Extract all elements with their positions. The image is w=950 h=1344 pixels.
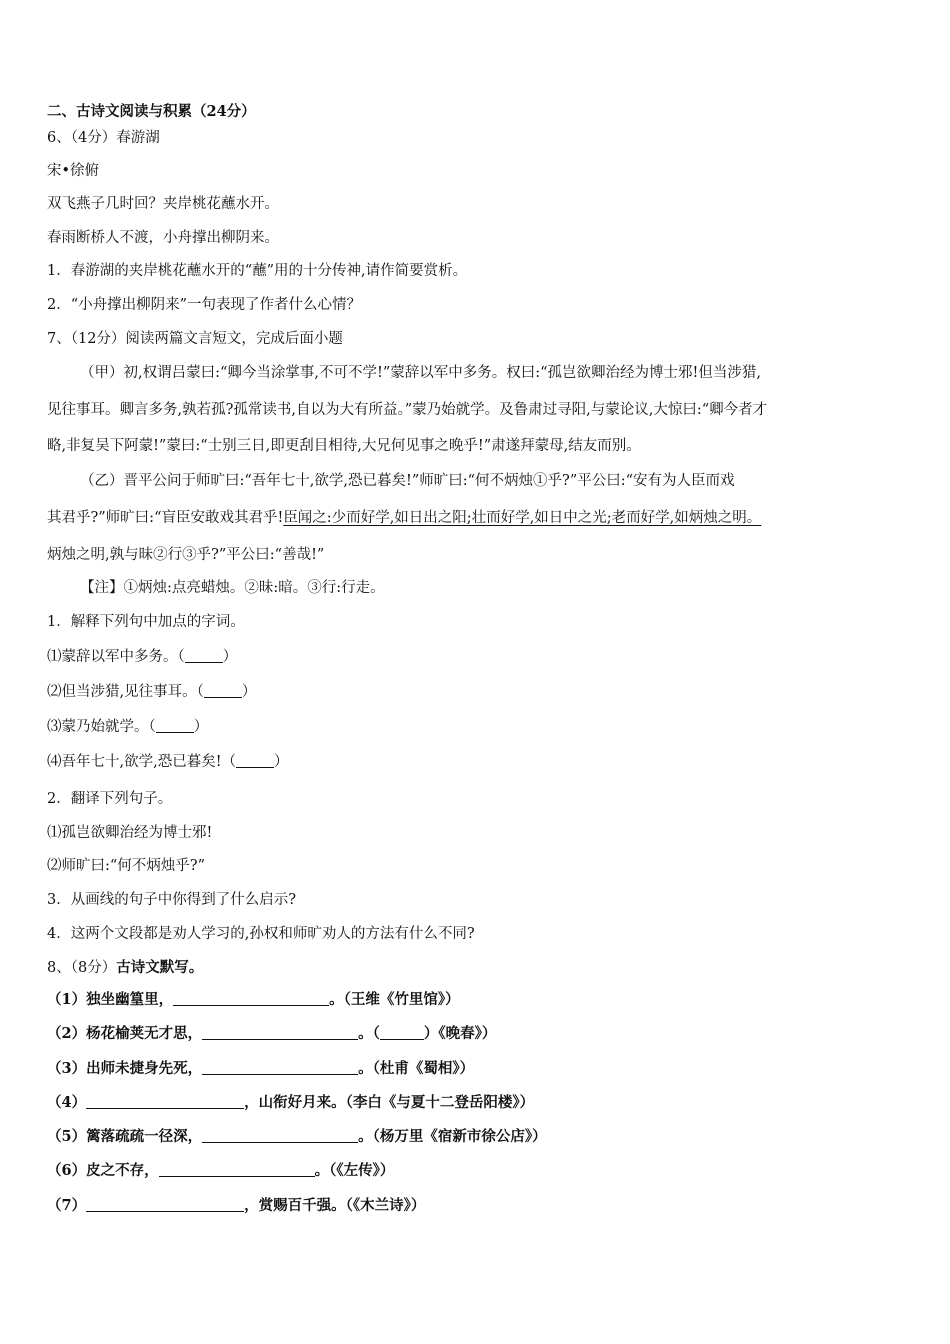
item-post: 。（《左传》）: [314, 1162, 395, 1179]
q8-item: [47, 1093, 534, 1113]
q8-header: [47, 958, 203, 978]
section-title: 二、古诗文阅读与积累（24分）: [47, 103, 256, 120]
item-post: ）《晚春》）: [423, 1025, 497, 1042]
q7-note: 【注】①炳烛:点亮蜡烛。②昧:暗。③行:行走。: [80, 580, 385, 596]
yi-text: 其君乎?”师旷曰:“盲臣安敢戏其君乎!: [47, 510, 284, 526]
item-pre: （3）出师未捷身先死，: [47, 1060, 203, 1077]
answer-blank[interactable]: [173, 991, 329, 1006]
underlined-sentence: 臣闻之:少而好学,如日出之阳;壮而好学,如日中之光;老而好学,如炳烛之明。: [283, 510, 762, 526]
q7-passage-yi-line: （乙）晋平公问于师旷曰:“吾年七十,欲学,恐已暮矣!”师旷曰:“何不炳烛①乎?”平公曰:“安有为人臣而戏: [80, 473, 735, 489]
item-post: 。（王维《竹里馆》）: [329, 991, 460, 1008]
q7-sub2-item: ⑵师旷曰:“何不炳烛乎?”: [47, 858, 205, 874]
q7-passage-jia-line: 见往事耳。卿言多务,孰若孤?孤常读书,自以为大有所益。”蒙乃始就学。及鲁肃过寻阳,与蒙论议,大惊曰:“卿今者才: [47, 402, 768, 418]
answer-blank[interactable]: [236, 753, 274, 768]
q7-sub1-item: [47, 717, 208, 737]
q8-item: [47, 1161, 394, 1181]
answer-blank[interactable]: [86, 1094, 244, 1109]
answer-blank[interactable]: [202, 1025, 358, 1040]
q8-header-num: 8、（8分）: [47, 960, 117, 976]
item-post: 。（: [358, 1025, 380, 1042]
q7-sub2-item: ⑴孤岂欲卿治经为博士邪!: [47, 825, 213, 841]
q6-poem-line: 春雨断桥人不渡，小舟撑出柳阴来。: [47, 230, 279, 246]
item-pre: （2）杨花榆荚无才思，: [47, 1025, 203, 1042]
q6-poem-line: 双飞燕子几时回？夹岸桃花蘸水开。: [47, 196, 279, 212]
q7-passage-yi-line: [47, 508, 761, 528]
answer-blank[interactable]: [204, 683, 242, 698]
item-text: ⑶蒙乃始就学。（: [47, 719, 156, 735]
q7-sub2-title: 2．翻译下列句子。: [47, 791, 173, 807]
item-end: ）: [193, 719, 209, 735]
item-end: ）: [241, 684, 257, 700]
q7-sub3: 3．从画线的句子中你得到了什么启示?: [47, 892, 296, 908]
item-pre: （4）: [47, 1094, 87, 1111]
q6-header: 6、（4分）春游湖: [47, 130, 160, 146]
answer-blank[interactable]: [159, 1162, 315, 1177]
q6-author: 宋•徐俯: [47, 163, 100, 179]
q6-subquestion: 2．“小舟撑出柳阴来”一句表现了作者什么心情？: [47, 297, 362, 313]
q6-subquestion: 1．春游湖的夹岸桃花蘸水开的“蘸”用的十分传神,请作简要赏析。: [47, 263, 468, 279]
item-pre: （5）篱落疏疏一径深，: [47, 1128, 203, 1145]
item-pre: （7）: [47, 1197, 87, 1214]
q8-item: [47, 1196, 425, 1216]
answer-blank[interactable]: [86, 1197, 244, 1212]
q7-passage-yi-line: 炳烛之明,孰与昧②行③乎?”平公曰:“善哉!”: [47, 547, 325, 563]
q7-sub1-title: 1．解释下列句中加点的字词。: [47, 614, 245, 630]
q7-passage-jia-line: （甲）初,权谓吕蒙曰:“卿今当涂掌事,不可不学!”蒙辞以军中多务。权曰:“孤岂欲卿治经为博士邪!但当涉猎,: [80, 365, 761, 381]
answer-blank[interactable]: [202, 1060, 358, 1075]
item-pre: （1）独坐幽篁里，: [47, 991, 174, 1008]
item-post: 。（杨万里《宿新市徐公店》）: [358, 1128, 547, 1145]
q8-item: [47, 1127, 547, 1147]
q7-passage-jia-line: 略,非复吴下阿蒙!”蒙曰:“士别三日,即更刮目相待,大兄何见事之晚乎!”肃遂拜蒙母,结友而别。: [47, 438, 641, 454]
item-post: 。（杜甫《蜀相》）: [358, 1060, 475, 1077]
q7-sub4: 4．这两个文段都是劝人学习的,孙权和师旷劝人的方法有什么不同?: [47, 926, 475, 942]
item-end: ）: [222, 649, 238, 665]
answer-blank[interactable]: [380, 1025, 424, 1040]
q7-sub1-item: [47, 752, 289, 772]
q8-header-title: 古诗文默写。: [116, 959, 204, 976]
item-pre: （6）皮之不存，: [47, 1162, 159, 1179]
item-post: ，赏赐百千强。（《木兰诗》）: [244, 1197, 426, 1214]
q8-item: [47, 1024, 496, 1044]
answer-blank[interactable]: [202, 1128, 358, 1143]
q7-sub1-item: [47, 647, 237, 667]
item-end: ）: [274, 754, 289, 770]
item-text: ⑴蒙辞以军中多务。（: [47, 649, 185, 665]
answer-blank[interactable]: [156, 718, 194, 733]
answer-blank[interactable]: [185, 648, 223, 663]
item-text: ⑷吾年七十,欲学,恐已暮矣!（: [47, 754, 237, 770]
q8-item: [47, 1059, 474, 1079]
q7-header: 7、（12分）阅读两篇文言短文，完成后面小题: [47, 331, 343, 347]
q7-sub1-item: [47, 682, 256, 702]
item-text: ⑵但当涉猎,见往事耳。（: [47, 684, 204, 700]
item-post: ，山衔好月来。（李白《与夏十二登岳阳楼》）: [244, 1094, 535, 1111]
q8-item: [47, 990, 460, 1010]
